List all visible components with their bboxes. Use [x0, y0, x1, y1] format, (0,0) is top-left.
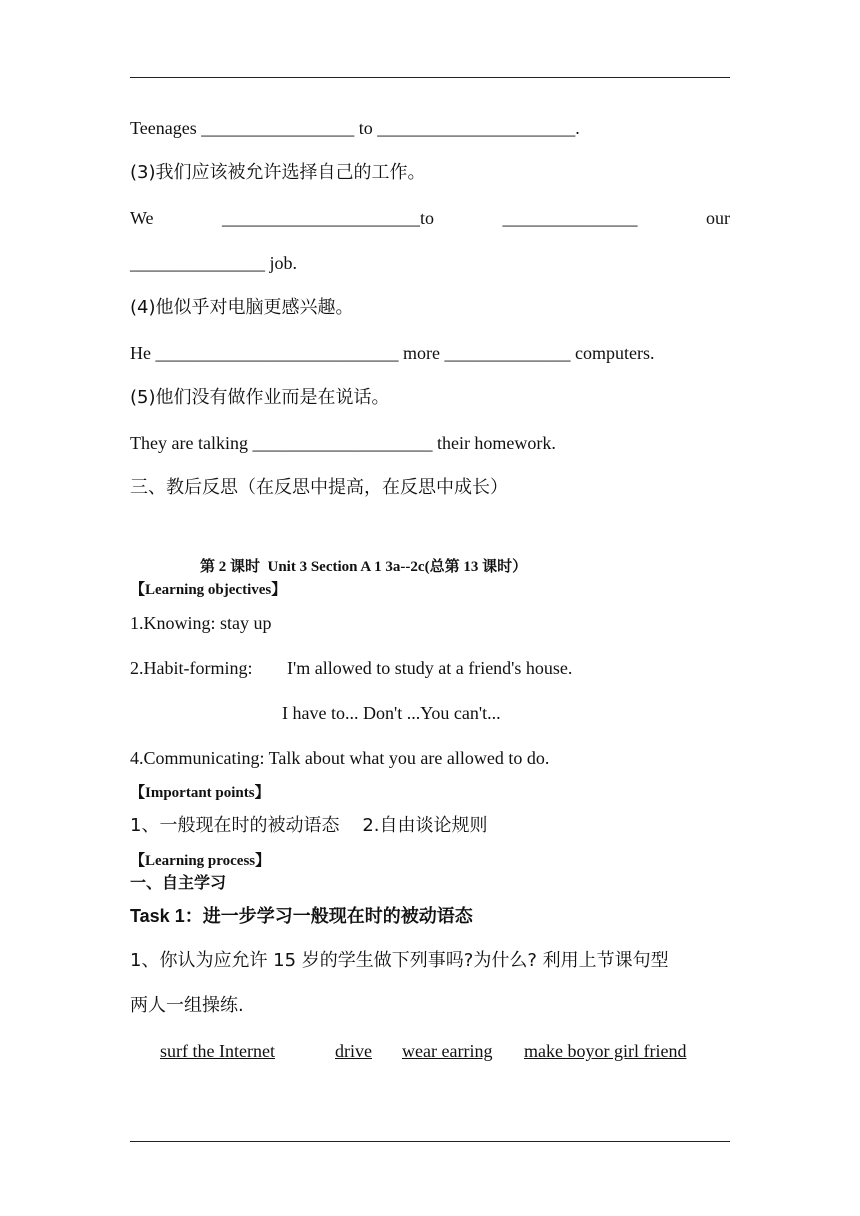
activity-drive: drive	[335, 1041, 372, 1061]
activity-wear-earring: wear earring	[402, 1041, 493, 1061]
activity-surf-internet: surf the Internet	[160, 1041, 275, 1061]
footer-rule	[130, 1141, 730, 1142]
exercise-line-he: He ___________________________ more ______________ computers.	[130, 343, 655, 363]
task-1-heading: Task 1：进一步学习一般现在时的被动语态	[130, 906, 473, 926]
lesson-heading: 第 2 课时 Unit 3 Section A 1 3a--2c(总第 13 课时）	[200, 559, 528, 575]
important-points-label: 【Important points】	[130, 785, 270, 801]
objective-1: 1.Knowing: stay up	[130, 613, 272, 633]
objective-2-label: 2.Habit-forming:	[130, 658, 253, 678]
objective-2-continued: I have to... Don't ...You can't...	[282, 703, 501, 723]
self-study-heading: 一、自主学习	[130, 873, 227, 892]
exercise-line-job: _______________ job.	[130, 253, 298, 273]
activity-make-friend: make boyor girl friend	[524, 1041, 687, 1061]
reflection-heading: 三、教后反思（在反思中提高，在反思中成长）	[130, 477, 508, 498]
exercise-prompt-3: (3)我们应该被允许选择自己的工作。	[130, 162, 426, 183]
exercise-line-they: They are talking ____________________ their homework.	[130, 433, 556, 453]
exercise-line-we	[130, 207, 730, 229]
exercise-line-teenages: Teenages _________________ to ______________________.	[130, 118, 580, 138]
important-points-text: 1、一般现在时的被动语态 2.自由谈论规则	[130, 815, 488, 836]
objectives-label: 【Learning objectives】	[130, 582, 287, 598]
learning-process-label: 【Learning process】	[130, 853, 271, 869]
question-1-line-1: 1、你认为应允许 15 岁的学生做下列事吗?为什么? 利用上节课句型	[130, 950, 669, 971]
exercise-prompt-4: (4)他似乎对电脑更感兴趣。	[130, 297, 354, 318]
word-our: our	[705, 208, 730, 228]
objective-4: 4.Communicating: Talk about what you are allowed to do.	[130, 748, 550, 768]
blank-1: ______________________to	[222, 208, 435, 228]
blank-2: _______________	[502, 208, 638, 228]
word-we: We	[130, 208, 154, 228]
question-1-line-2: 两人一组操练.	[130, 995, 244, 1016]
exercise-prompt-5: (5)他们没有做作业而是在说话。	[130, 387, 390, 408]
header-rule	[130, 77, 730, 78]
objective-2-text: I'm allowed to study at a friend's house.	[287, 658, 573, 678]
